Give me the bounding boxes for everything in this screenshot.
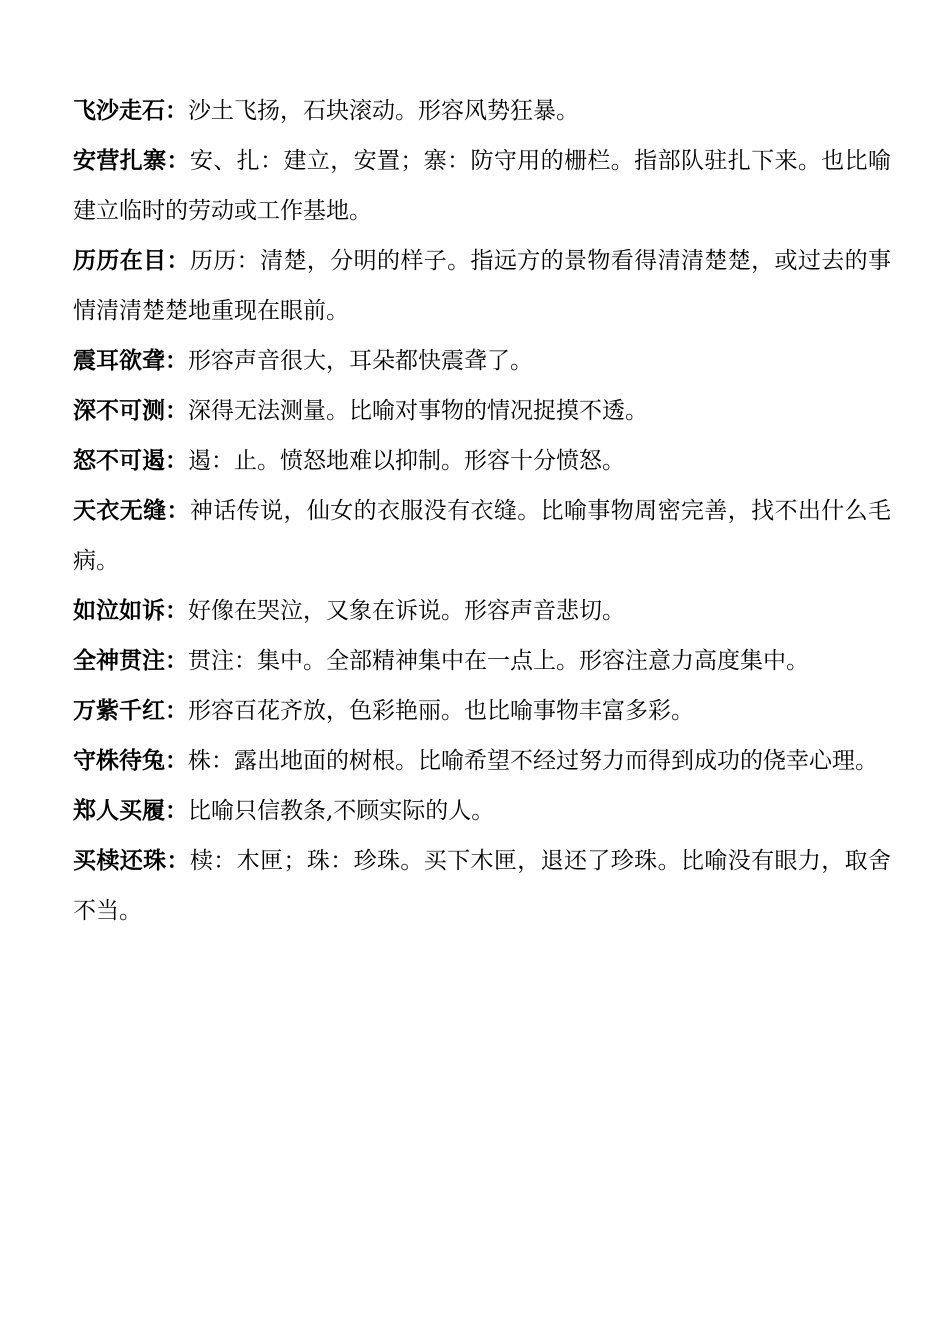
idiom-term: 买椟还珠： xyxy=(73,848,190,874)
idiom-definition: 遏：止。愤怒地难以抑制。形容十分愤怒。 xyxy=(188,448,625,474)
idiom-definition: 历历：清楚，分明的样子。指远方的景物看得清清楚楚，或过去的事情清清楚楚地重现在眼前。 xyxy=(73,248,892,324)
idiom-term: 郑人买履： xyxy=(73,798,188,824)
idiom-entry xyxy=(73,436,891,486)
idiom-entry xyxy=(73,386,891,436)
idiom-entry xyxy=(73,486,891,586)
idiom-definition: 比喻只信教条,不顾实际的人。 xyxy=(188,798,495,824)
idiom-term: 飞沙走石： xyxy=(73,98,188,124)
idiom-definition: 深得无法测量。比喻对事物的情况捉摸不透。 xyxy=(188,398,648,424)
idiom-entry xyxy=(73,236,891,336)
idiom-term: 怒不可遏： xyxy=(73,448,188,474)
idiom-term: 安营扎寨： xyxy=(73,148,190,174)
idiom-definition: 椟：木匣；珠：珍珠。买下木匣，退还了珍珠。比喻没有眼力，取舍不当。 xyxy=(73,848,892,924)
idiom-entry xyxy=(73,586,891,636)
idiom-definition: 贯注：集中。全部精神集中在一点上。形容注意力高度集中。 xyxy=(188,648,809,674)
idiom-entry xyxy=(73,136,891,236)
idiom-term: 如泣如诉： xyxy=(73,598,188,624)
idiom-entry xyxy=(73,736,891,786)
idiom-definition: 安、扎：建立，安置；寨：防守用的栅栏。指部队驻扎下来。也比喻建立临时的劳动或工作基地。 xyxy=(73,148,892,224)
idiom-definition: 神话传说，仙女的衣服没有衣缝。比喻事物周密完善，找不出什么毛病。 xyxy=(73,498,892,574)
idiom-definition: 形容百花齐放，色彩艳丽。也比喻事物丰富多彩。 xyxy=(188,698,694,724)
idiom-term: 守株待兔： xyxy=(73,748,188,774)
idiom-term: 深不可测： xyxy=(73,398,188,424)
idiom-entry xyxy=(73,836,891,936)
idiom-definition: 形容声音很大，耳朵都快震聋了。 xyxy=(188,348,533,374)
idiom-entry xyxy=(73,86,891,136)
idiom-entry xyxy=(73,336,891,386)
idiom-entry xyxy=(73,636,891,686)
idiom-definition: 株：露出地面的树根。比喻希望不经过努力而得到成功的侥幸心理。 xyxy=(188,748,878,774)
idiom-list xyxy=(73,86,891,936)
idiom-term: 全神贯注： xyxy=(73,648,188,674)
idiom-term: 万紫千红： xyxy=(73,698,188,724)
idiom-entry xyxy=(73,686,891,736)
idiom-definition: 好像在哭泣，又象在诉说。形容声音悲切。 xyxy=(188,598,625,624)
idiom-term: 天衣无缝： xyxy=(73,498,190,524)
idiom-entry xyxy=(73,786,891,836)
idiom-term: 历历在目： xyxy=(73,248,190,274)
idiom-definition: 沙土飞扬，石块滚动。形容风势狂暴。 xyxy=(188,98,579,124)
idiom-term: 震耳欲聋： xyxy=(73,348,188,374)
